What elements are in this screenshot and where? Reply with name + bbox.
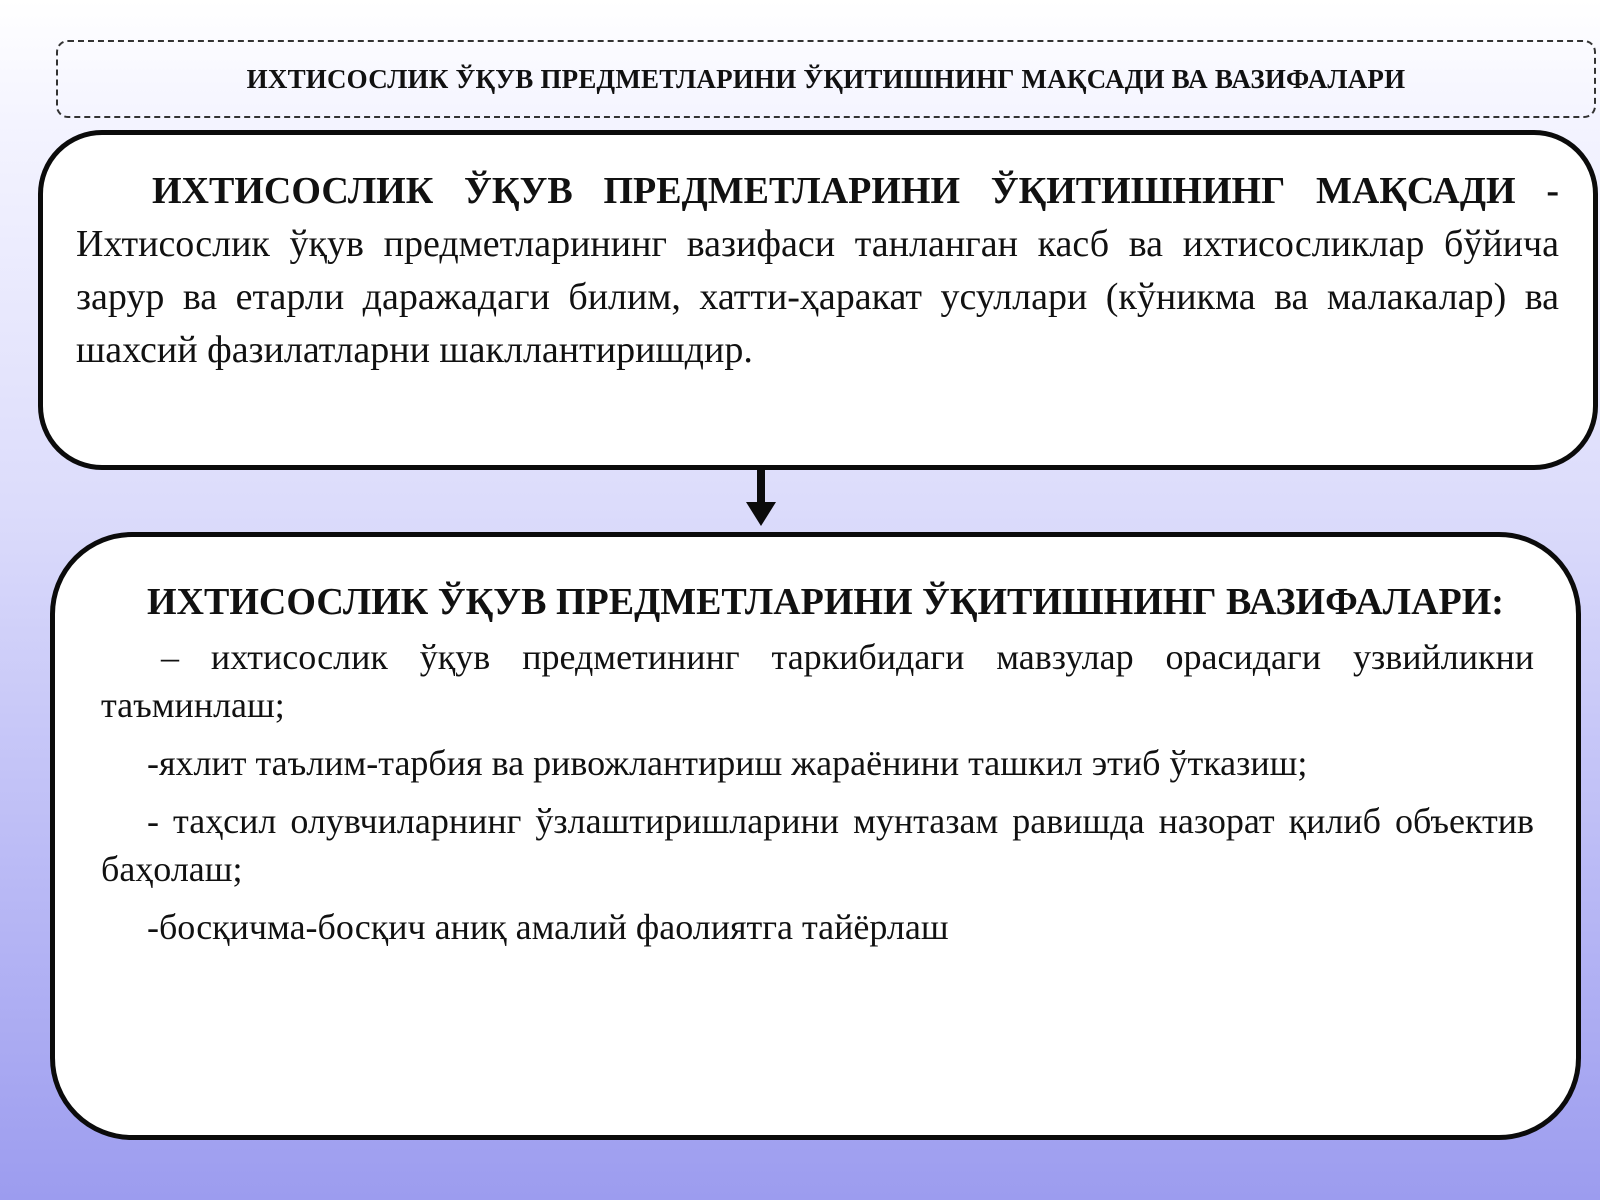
tasks-box <box>50 532 1581 1140</box>
tasks-heading: ИХТИСОСЛИК ЎҚУВ ПРЕДМЕТЛАРИНИ ЎҚИТИШНИНГ ВАЗИФАЛАРИ: <box>147 581 1504 623</box>
goal-paragraph <box>76 165 1559 377</box>
diagram-title-box <box>56 40 1596 118</box>
goal-description: Ихтисослик ўқув предметларининг вазифаси танланган касб ва ихтисосликлар бўйича зарур ва етарли даражадаги билим, хатти-ҳаракат усуллари (кўникма ва малакалар) ва шахсий фазилатларни шакллантиришдир. <box>76 223 1559 371</box>
down-arrow-icon <box>744 468 778 528</box>
goal-heading: ИХТИСОСЛИК ЎҚУВ ПРЕДМЕТЛАРИНИ ЎҚИТИШНИНГ МАҚСАДИ - <box>152 170 1559 212</box>
task-item-3: - таҳсил олувчиларнинг ўзлаштиришларини мунтазам равишда назорат қилиб объектив баҳолаш; <box>101 801 1534 889</box>
goal-box <box>38 130 1598 470</box>
task-item-1: – ихтисослик ўқув предметининг таркибидаги мавзулар орасидаги узвийликни таъминлаш; <box>101 637 1534 725</box>
task-item-2: -яхлит таълим-тарбия ва ривожлантириш жараёнини ташкил этиб ўтказиш; <box>147 743 1308 783</box>
diagram-title: ИХТИСОСЛИК ЎҚУВ ПРЕДМЕТЛАРИНИ ЎҚИТИШНИНГ МАҚСАДИ ВА ВАЗИФАЛАРИ <box>246 63 1406 94</box>
task-item-4: -босқичма-босқич аниқ амалий фаолиятга тайёрлаш <box>147 907 949 947</box>
